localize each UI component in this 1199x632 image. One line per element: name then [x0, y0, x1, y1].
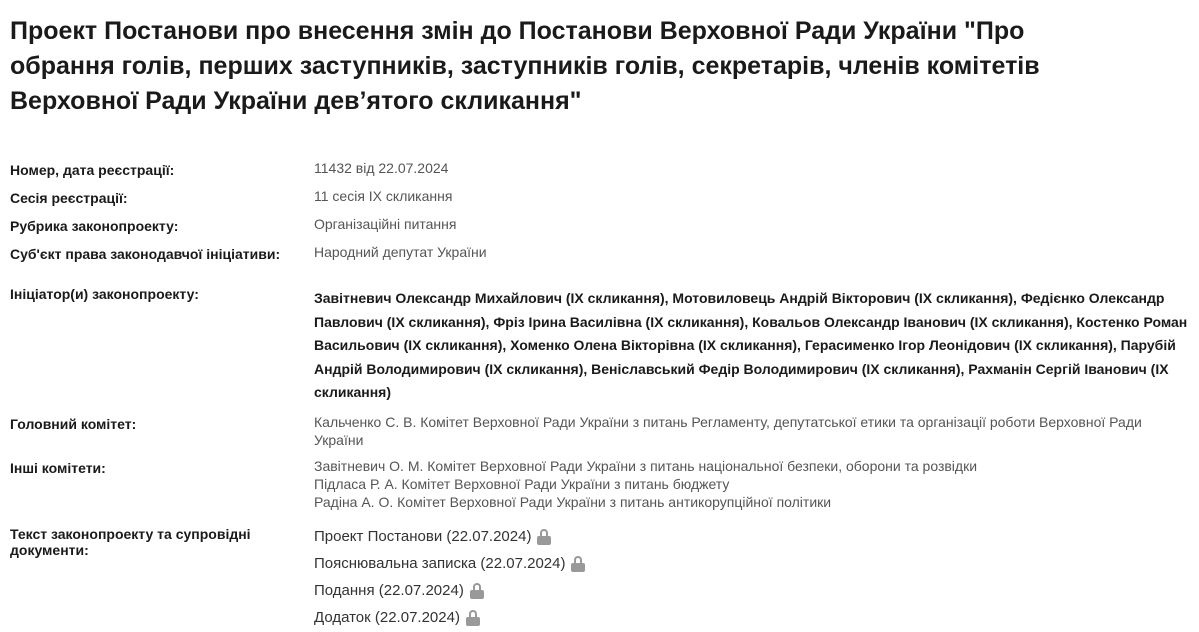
- label-registration: Номер, дата реєстрації:: [10, 162, 175, 178]
- document-link-submission[interactable]: [314, 577, 1189, 604]
- value-other-committees: [314, 457, 1189, 523]
- value-rubric: Організаційні питання: [314, 216, 457, 232]
- page-title: Проект Постанови про внесення змін до Постанови Верховної Ради України "Про обрання голів, перших заступників, заступників голів, секретарів, членів комітетів Верховної Ради України дев’ятого скликання": [10, 17, 1040, 115]
- row-registration: [10, 159, 1189, 187]
- row-rubric: [10, 215, 1189, 243]
- row-subject: [10, 243, 1189, 283]
- lock-icon: [537, 529, 551, 545]
- row-initiators: [10, 283, 1189, 413]
- label-initiators: Ініціатор(и) законопроекту:: [10, 286, 199, 302]
- document-title: Подання (22.07.2024): [314, 581, 464, 599]
- document-title: Проект Постанови (22.07.2024): [314, 527, 532, 545]
- document-link-draft[interactable]: [314, 523, 1189, 550]
- other-committee-item: Підласа Р. А. Комітет Верховної Ради України з питань бюджету: [314, 476, 730, 492]
- row-main-committee: [10, 413, 1189, 457]
- other-committee-item: Радіна А. О. Комітет Верховної Ради України з питань антикорупційної політики: [314, 494, 832, 510]
- label-rubric: Рубрика законопроекту:: [10, 218, 179, 234]
- document-title: Пояснювальна записка (22.07.2024): [314, 554, 566, 572]
- value-main-committee: Кальченко С. В. Комітет Верховної Ради України з питань Регламенту, депутатської етики та організації роботи Верховної Ради України: [314, 414, 1142, 448]
- row-documents: [10, 523, 1189, 631]
- lock-icon: [571, 556, 585, 572]
- document-list: [314, 523, 1189, 631]
- value-registration: 11432 від 22.07.2024: [314, 160, 449, 176]
- document-link-explanatory-note[interactable]: [314, 550, 1189, 577]
- value-subject: Народний депутат України: [314, 244, 487, 260]
- row-other-committees: [10, 457, 1189, 523]
- label-subject: Суб'єкт права законодавчої ініціативи:: [10, 246, 281, 262]
- other-committee-item: Завітневич О. М. Комітет Верховної Ради України з питань національної безпеки, оборони та розвідки: [314, 458, 978, 474]
- document-link-appendix[interactable]: [314, 604, 1189, 631]
- value-session: 11 сесія IX скликання: [314, 188, 453, 204]
- label-other-committees: Інші комітети:: [10, 460, 106, 476]
- document-title: Додаток (22.07.2024): [314, 608, 460, 626]
- row-session: [10, 187, 1189, 215]
- bill-details: [10, 159, 1189, 631]
- lock-icon: [466, 610, 480, 626]
- label-documents: Текст законопроекту та супровідні документи:: [10, 526, 251, 558]
- label-main-committee: Головний комітет:: [10, 416, 137, 432]
- label-session: Сесія реєстрації:: [10, 190, 128, 206]
- value-initiators: Завітневич Олександр Михайлович (IX скликання), Мотовиловець Андрій Вікторович (IX скликання), Федієнко Олександр Павлович (IX скликання), Фріз Ірина Василівна (IX скликання), Ковальов Олександр Іванович (IX скликання), Костенко Роман Васильович (IX скликання), Хоменко Олена Вікторівна (IX скликання), Герасименко Ігор Леонідович (IX скликання), Парубій Андрій Володимирович (IX скликання), Веніславський Федір Володимирович (IX скликання), Рахманін Сергій Іванович (IX скликання): [314, 290, 1188, 400]
- lock-icon: [470, 583, 484, 599]
